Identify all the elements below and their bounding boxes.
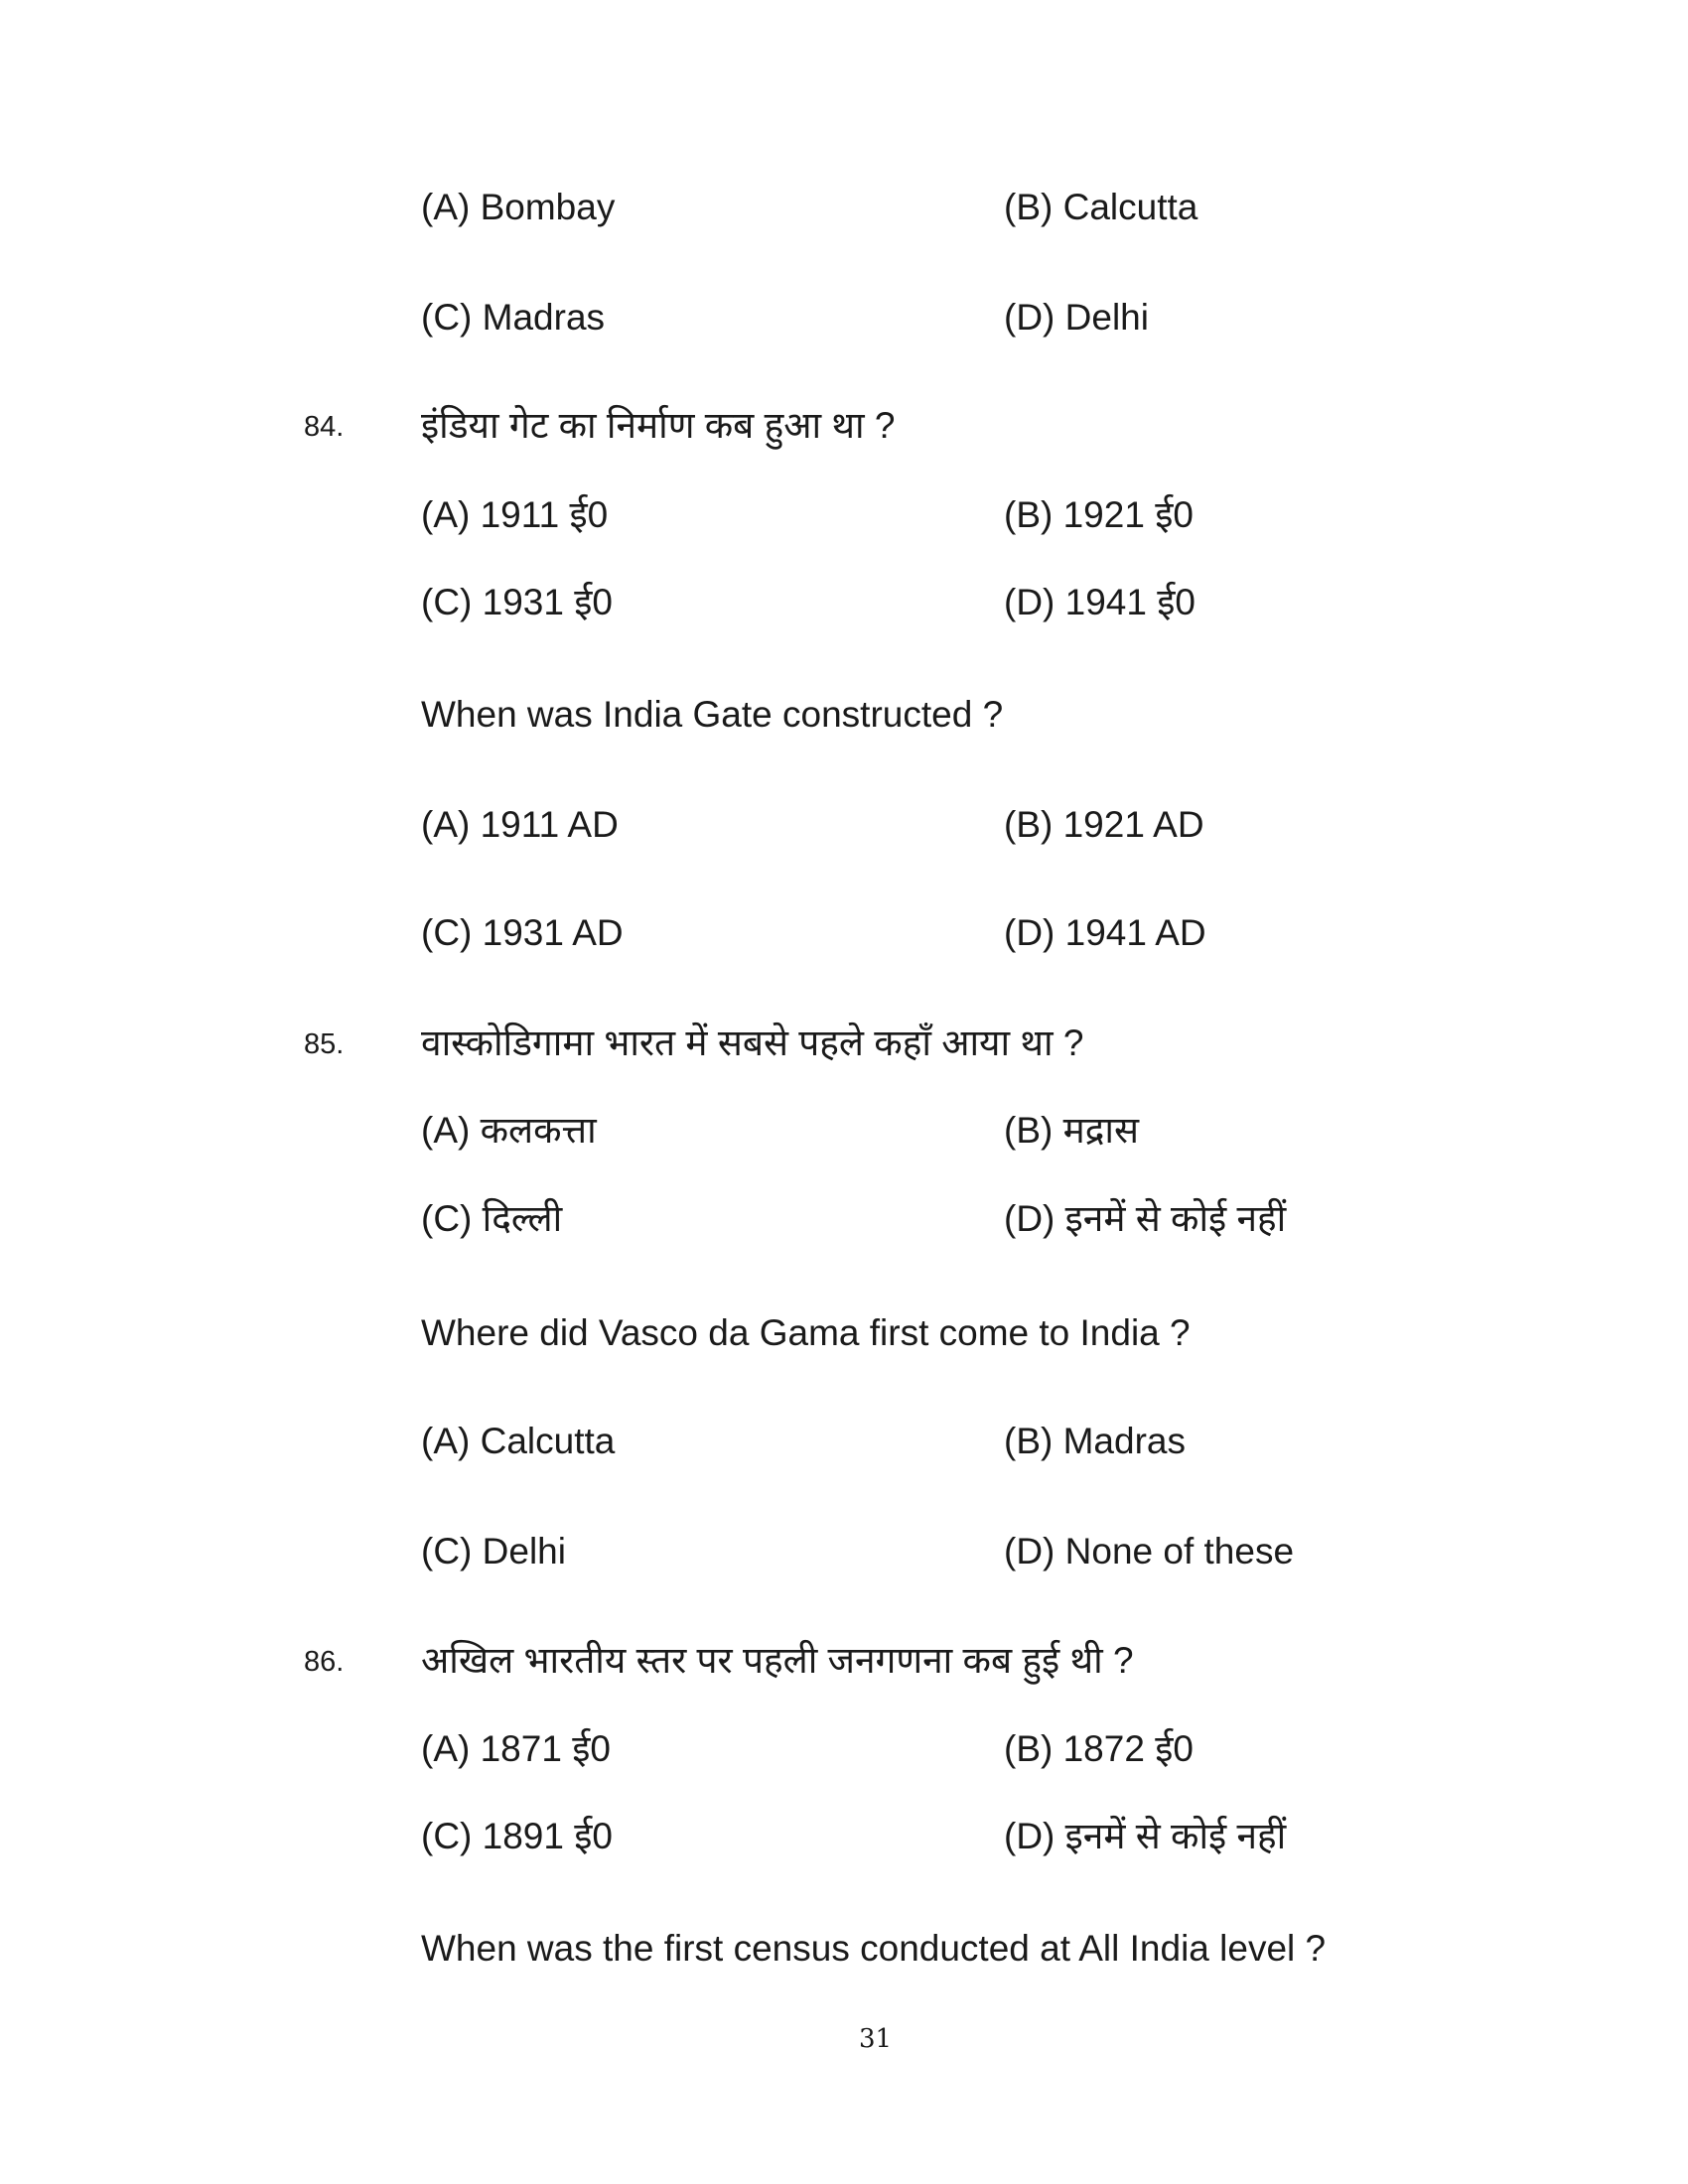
- option-a: (A) Calcutta: [421, 1421, 616, 1461]
- question-english: When was the first census conducted at All India level ?: [421, 1928, 1327, 1969]
- option-c: (C) 1931 AD: [421, 912, 624, 953]
- option-a-hindi: (A) कलकत्ता: [421, 1110, 597, 1151]
- option-a: (A) 1911 AD: [421, 804, 619, 845]
- question-number: 86.: [304, 1646, 345, 1678]
- option-d-hindi: (D) इनमें से कोई नहीं: [1004, 1198, 1287, 1239]
- question-number: 84.: [304, 411, 345, 443]
- option-c-hindi: (C) 1931 ई0: [421, 582, 613, 622]
- option-d: (D) None of these: [1004, 1531, 1295, 1571]
- option-b-hindi: (B) 1921 ई0: [1004, 494, 1194, 535]
- option-d: (D) 1941 AD: [1004, 912, 1206, 953]
- page-number: 31: [858, 2024, 893, 2054]
- option-d: (D) Delhi: [1004, 297, 1149, 338]
- option-d-hindi: (D) 1941 ई0: [1004, 582, 1196, 622]
- question-hindi: इंडिया गेट का निर्माण कब हुआ था ?: [421, 405, 896, 446]
- question-english: When was India Gate constructed ?: [421, 694, 1004, 735]
- option-c-hindi: (C) दिल्ली: [421, 1198, 563, 1239]
- option-c: (C) Delhi: [421, 1531, 566, 1571]
- option-b: (B) Madras: [1004, 1421, 1186, 1461]
- option-b-hindi: (B) 1872 ई0: [1004, 1728, 1194, 1769]
- question-hindi: वास्कोडिगामा भारत में सबसे पहले कहाँ आया था ?: [421, 1023, 1084, 1063]
- option-a-hindi: (A) 1871 ई0: [421, 1728, 611, 1769]
- option-a-hindi: (A) 1911 ई0: [421, 494, 609, 535]
- option-b-hindi: (B) मद्रास: [1004, 1110, 1139, 1151]
- option-d-hindi: (D) इनमें से कोई नहीं: [1004, 1816, 1287, 1856]
- option-a: (A) Bombay: [421, 187, 616, 227]
- option-b: (B) Calcutta: [1004, 187, 1198, 227]
- question-hindi: अखिल भारतीय स्तर पर पहली जनगणना कब हुई थी ?: [421, 1640, 1134, 1681]
- option-b: (B) 1921 AD: [1004, 804, 1204, 845]
- option-c-hindi: (C) 1891 ई0: [421, 1816, 613, 1856]
- question-english: Where did Vasco da Gama first come to India ?: [421, 1312, 1191, 1353]
- question-number: 85.: [304, 1028, 345, 1060]
- option-c: (C) Madras: [421, 297, 606, 338]
